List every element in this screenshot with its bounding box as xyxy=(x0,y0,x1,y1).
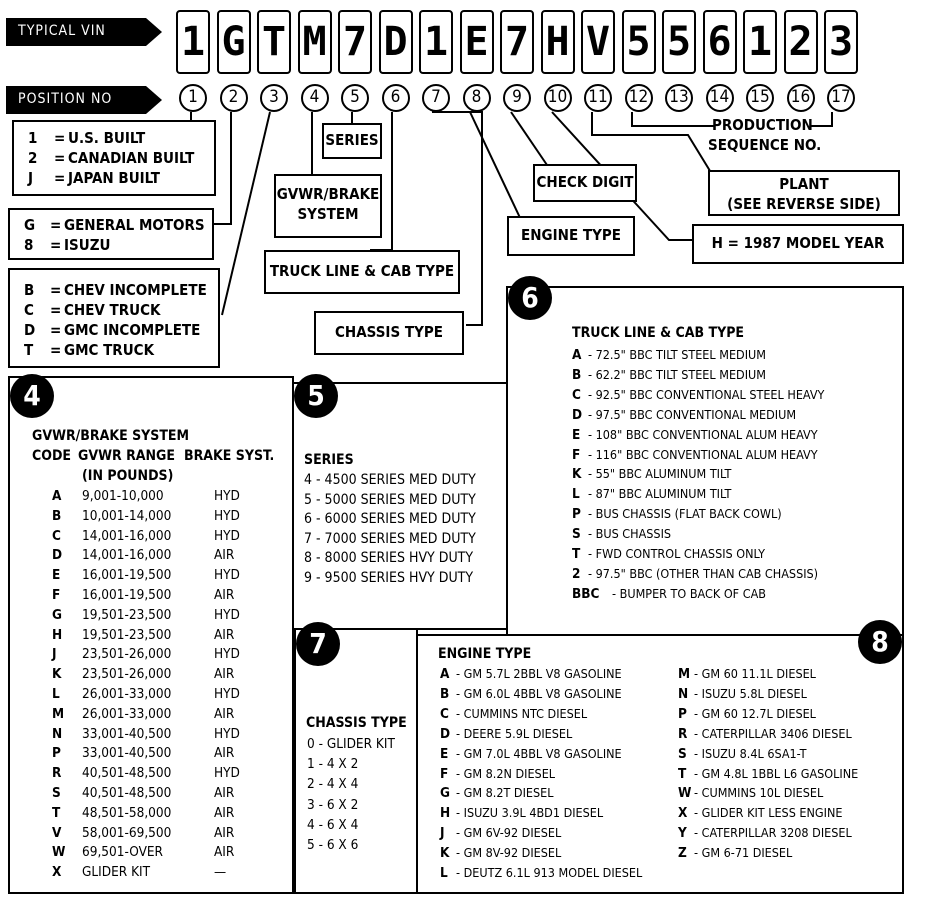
country-equals: = xyxy=(54,129,66,147)
engine-code: P xyxy=(678,705,687,722)
make-equals: = xyxy=(50,341,62,359)
vin-char-14: 6 xyxy=(703,10,737,74)
truck-line-text: - 62.2" BBC TILT STEEL MEDIUM xyxy=(588,366,766,382)
gvwr-col-range: GVWR RANGE xyxy=(78,448,175,464)
gvwr-brake: AIR xyxy=(214,844,235,861)
position-circle-7: 7 xyxy=(422,84,450,112)
engine-text: - GM 4.8L 1BBL L6 GASOLINE xyxy=(694,765,859,781)
gvwr-brake: AIR xyxy=(214,804,235,821)
gvwr-code: W xyxy=(52,844,66,861)
country-text: U.S. BUILT xyxy=(68,129,146,147)
gvwr-code: F xyxy=(52,587,61,603)
engine-code: T xyxy=(678,765,687,782)
gvwr-code: H xyxy=(52,626,63,643)
make-code: D xyxy=(24,321,36,339)
manufacturer-text: GENERAL MOTORS xyxy=(64,216,205,234)
gvwr-code: K xyxy=(52,666,62,683)
gvwr-brake: AIR xyxy=(214,626,235,643)
typical-vin-tag xyxy=(6,18,162,46)
truck-line-code: D xyxy=(572,406,583,423)
engine-code: K xyxy=(440,845,450,862)
gvwr-brake: — xyxy=(214,864,227,881)
engine-code: S xyxy=(678,745,687,762)
gvwr-code: D xyxy=(52,547,63,564)
country-row xyxy=(28,148,214,168)
make-row xyxy=(24,300,218,320)
vin-char-3: T xyxy=(257,10,291,74)
engine-text: - CUMMINS NTC DIESEL xyxy=(456,705,588,721)
gvwr-code: P xyxy=(52,745,61,762)
truck-line-code: 2 xyxy=(572,565,581,582)
series-panel-title: SERIES xyxy=(304,452,354,468)
truck-line-text: - FWD CONTROL CHASSIS ONLY xyxy=(588,546,765,561)
country-text: JAPAN BUILT xyxy=(68,169,160,187)
truck-line-code: C xyxy=(572,386,581,403)
truck-line-text: - 72.5" BBC TILT STEEL MEDIUM xyxy=(588,347,766,362)
gvwr-range: 23,501-26,000 xyxy=(82,666,172,683)
truck-line-code: A xyxy=(572,347,582,363)
gvwr-code: X xyxy=(52,864,62,881)
gvwr-brake: HYD xyxy=(214,507,240,524)
make-text: CHEV TRUCK xyxy=(64,301,161,319)
country-code: 2 xyxy=(28,149,38,167)
engine-text: - GM 8.2N DIESEL xyxy=(456,765,556,781)
position-circle-4: 4 xyxy=(301,84,329,112)
truck-line-text: - 108" BBC CONVENTIONAL ALUM HEAVY xyxy=(588,426,818,442)
production-label-line2: SEQUENCE NO. xyxy=(708,136,822,154)
engine-code: Y xyxy=(678,825,687,842)
engine-panel-title: ENGINE TYPE xyxy=(438,646,532,662)
chassis-row: 5 - 6 X 6 xyxy=(307,837,359,853)
make-code: C xyxy=(24,301,34,319)
vin-char-15: 1 xyxy=(743,10,777,74)
series-row: 5 - 5000 SERIES MED DUTY xyxy=(304,491,476,508)
plant-callout-line2: (SEE REVERSE SIDE) xyxy=(727,195,881,213)
gvwr-brake: HYD xyxy=(214,725,240,742)
engine-text: - DEUTZ 6.1L 913 MODEL DIESEL xyxy=(456,865,643,880)
gvwr-brake: AIR xyxy=(214,745,235,762)
position-circle-1: 1 xyxy=(179,84,207,112)
engine-code: D xyxy=(440,725,451,742)
engine-text: - GM 8.2T DIESEL xyxy=(456,785,554,801)
truck-line-panel-badge: 6 xyxy=(508,276,552,320)
engine-code: F xyxy=(440,765,449,782)
chassis-panel-title: CHASSIS TYPE xyxy=(306,715,407,731)
gvwr-brake: HYD xyxy=(214,527,240,544)
typical-vin-label: TYPICAL VIN xyxy=(18,23,106,39)
position-no-label: POSITION NO xyxy=(18,91,113,107)
engine-code: B xyxy=(440,685,450,702)
check-digit-callout xyxy=(533,164,637,202)
engine-code: N xyxy=(678,685,689,702)
gvwr-brake: AIR xyxy=(214,587,235,603)
gvwr-brake: AIR xyxy=(214,824,235,841)
position-circle-14: 14 xyxy=(706,84,734,112)
engine-text: - GM 60 12.7L DIESEL xyxy=(694,705,816,721)
gvwr-brake: HYD xyxy=(214,765,240,782)
model-year-callout xyxy=(692,224,904,264)
make-box xyxy=(8,268,220,368)
truck-line-code: L xyxy=(572,486,580,503)
vin-char-4: M xyxy=(298,10,332,74)
series-row: 6 - 6000 SERIES MED DUTY xyxy=(304,511,476,528)
truck-line-panel-title: TRUCK LINE & CAB TYPE xyxy=(572,325,745,341)
gvwr-brake: HYD xyxy=(214,606,240,623)
make-row xyxy=(24,280,218,300)
engine-text: - GM 7.0L 4BBL V8 GASOLINE xyxy=(456,745,622,761)
gvwr-range: GLIDER KIT xyxy=(82,864,151,881)
vin-char-8: E xyxy=(460,10,494,74)
chassis-row: 0 - GLIDER KIT xyxy=(307,736,395,752)
gvwr-range: 40,501-48,500 xyxy=(82,765,172,782)
truck-line-code: BBC xyxy=(572,585,600,602)
make-text: GMC INCOMPLETE xyxy=(64,321,201,339)
gvwr-col-range-sub: (IN POUNDS) xyxy=(82,468,174,484)
engine-type-callout-label: ENGINE TYPE xyxy=(521,226,621,244)
engine-text: - GM 6.0L 4BBL V8 GASOLINE xyxy=(456,685,622,701)
series-panel-badge: 5 xyxy=(294,374,338,418)
gvwr-callout xyxy=(274,174,382,238)
gvwr-code: A xyxy=(52,488,62,504)
gvwr-code: S xyxy=(52,785,61,801)
manufacturer-code: 8 xyxy=(24,236,34,254)
engine-text: - ISUZU 5.8L DIESEL xyxy=(694,685,807,701)
position-circle-12: 12 xyxy=(625,84,653,112)
gvwr-range: 33,001-40,500 xyxy=(82,745,172,762)
engine-text: - CUMMINS 10L DIESEL xyxy=(694,785,824,801)
gvwr-range: 16,001-19,500 xyxy=(82,587,172,603)
manufacturer-code: G xyxy=(24,216,36,234)
engine-code: L xyxy=(440,865,448,881)
position-circle-16: 16 xyxy=(787,84,815,112)
gvwr-range: 48,501-58,000 xyxy=(82,804,172,821)
truck-line-text: - BUMPER TO BACK OF CAB xyxy=(612,585,766,601)
country-row xyxy=(28,128,214,148)
gvwr-range: 9,001-10,000 xyxy=(82,488,164,504)
make-text: CHEV INCOMPLETE xyxy=(64,281,207,299)
engine-text: - GM 5.7L 2BBL V8 GASOLINE xyxy=(456,666,622,681)
gvwr-code: R xyxy=(52,765,62,782)
check-digit-callout-label: CHECK DIGIT xyxy=(536,173,634,191)
country-code: J xyxy=(28,169,34,187)
country-row xyxy=(28,168,214,188)
truck-line-text: - BUS CHASSIS (FLAT BACK COWL) xyxy=(588,506,782,522)
model-year-callout-label: H = 1987 MODEL YEAR xyxy=(711,234,885,252)
engine-code: C xyxy=(440,705,449,722)
position-no-tag xyxy=(6,86,162,114)
engine-text: - GM 60 11.1L DIESEL xyxy=(694,666,816,681)
production-label-line1: PRODUCTION xyxy=(712,116,813,134)
make-row xyxy=(24,340,218,360)
vin-char-1: 1 xyxy=(176,10,210,74)
series-row: 4 - 4500 SERIES MED DUTY xyxy=(304,472,476,488)
gvwr-range: 10,001-14,000 xyxy=(82,507,172,524)
gvwr-brake: HYD xyxy=(214,646,240,663)
position-circle-8: 8 xyxy=(463,84,491,112)
series-callout-label: SERIES xyxy=(325,131,379,149)
chassis-row: 4 - 6 X 4 xyxy=(307,816,359,833)
position-circle-9: 9 xyxy=(503,84,531,112)
chassis-row: 2 - 4 X 4 xyxy=(307,776,359,793)
engine-code: Z xyxy=(678,845,687,862)
position-circle-6: 6 xyxy=(382,84,410,112)
gvwr-range: 23,501-26,000 xyxy=(82,646,172,663)
gvwr-range: 19,501-23,500 xyxy=(82,626,172,643)
engine-code: A xyxy=(440,666,450,682)
plant-callout xyxy=(708,170,900,216)
gvwr-brake: HYD xyxy=(214,567,240,584)
vin-char-7: 1 xyxy=(419,10,453,74)
truck-line-text: - 87" BBC ALUMINUM TILT xyxy=(588,486,732,502)
engine-type-callout xyxy=(507,216,635,256)
country-equals: = xyxy=(54,169,66,187)
truck-line-callout xyxy=(264,250,460,294)
country-code: 1 xyxy=(28,129,38,147)
gvwr-code: V xyxy=(52,824,62,841)
gvwr-range: 14,001-16,000 xyxy=(82,547,172,564)
position-circle-2: 2 xyxy=(220,84,248,112)
chassis-panel-badge: 7 xyxy=(296,622,340,666)
country-text: CANADIAN BUILT xyxy=(68,149,195,167)
chassis-row: 1 - 4 X 2 xyxy=(307,756,359,773)
truck-line-code: S xyxy=(572,526,581,543)
gvwr-brake: AIR xyxy=(214,785,235,801)
gvwr-code: T xyxy=(52,804,61,821)
truck-line-code: F xyxy=(572,446,581,463)
gvwr-range: 16,001-19,500 xyxy=(82,567,172,584)
gvwr-brake: HYD xyxy=(214,686,240,702)
engine-text: - GM 8V-92 DIESEL xyxy=(456,845,562,861)
engine-text: - GLIDER KIT LESS ENGINE xyxy=(694,805,843,821)
engine-text: - CATERPILLAR 3406 DIESEL xyxy=(694,725,852,741)
vin-char-11: V xyxy=(581,10,615,74)
engine-code: R xyxy=(678,725,688,742)
series-row: 8 - 8000 SERIES HVY DUTY xyxy=(304,550,474,567)
engine-code: X xyxy=(678,805,688,822)
engine-text: - GM 6V-92 DIESEL xyxy=(456,825,562,841)
position-circle-13: 13 xyxy=(665,84,693,112)
position-circle-5: 5 xyxy=(341,84,369,112)
chassis-type-callout xyxy=(314,311,464,355)
plant-callout-line1: PLANT xyxy=(779,175,829,193)
truck-line-code: T xyxy=(572,546,581,562)
truck-line-code: E xyxy=(572,426,581,443)
gvwr-code: L xyxy=(52,686,60,702)
gvwr-brake: AIR xyxy=(214,666,235,683)
vin-char-12: 5 xyxy=(622,10,656,74)
country-equals: = xyxy=(54,149,66,167)
country-box xyxy=(12,120,216,196)
position-circle-15: 15 xyxy=(746,84,774,112)
vin-char-5: 7 xyxy=(338,10,372,74)
gvwr-code: N xyxy=(52,725,63,742)
gvwr-code: E xyxy=(52,567,61,584)
gvwr-col-code: CODE xyxy=(32,448,72,464)
gvwr-callout-line2: SYSTEM xyxy=(297,205,359,223)
gvwr-code: B xyxy=(52,507,62,524)
vin-char-13: 5 xyxy=(662,10,696,74)
manufacturer-equals: = xyxy=(50,236,62,254)
vin-char-17: 3 xyxy=(824,10,858,74)
engine-code: H xyxy=(440,805,451,822)
engine-code: M xyxy=(678,666,691,682)
gvwr-range: 40,501-48,500 xyxy=(82,785,172,801)
engine-code: J xyxy=(440,825,445,842)
position-circle-17: 17 xyxy=(827,84,855,112)
gvwr-code: G xyxy=(52,606,62,623)
make-equals: = xyxy=(50,301,62,319)
engine-code: W xyxy=(678,785,692,802)
gvwr-code: J xyxy=(52,646,57,663)
engine-text: - DEERE 5.9L DIESEL xyxy=(456,725,573,741)
engine-code: G xyxy=(440,785,450,802)
gvwr-range: 33,001-40,500 xyxy=(82,725,172,742)
manufacturer-row xyxy=(24,235,212,255)
engine-text: - GM 6-71 DIESEL xyxy=(694,845,793,861)
manufacturer-equals: = xyxy=(50,216,62,234)
gvwr-code: C xyxy=(52,527,61,544)
truck-line-text: - 92.5" BBC CONVENTIONAL STEEL HEAVY xyxy=(588,386,825,402)
engine-text: - ISUZU 3.9L 4BD1 DIESEL xyxy=(456,805,604,821)
gvwr-brake: AIR xyxy=(214,705,235,722)
gvwr-code: M xyxy=(52,705,65,722)
truck-line-text: - 97.5" BBC CONVENTIONAL MEDIUM xyxy=(588,406,797,422)
vin-char-6: D xyxy=(379,10,413,74)
gvwr-brake: AIR xyxy=(214,547,235,564)
engine-text: - CATERPILLAR 3208 DIESEL xyxy=(694,825,852,841)
gvwr-range: 26,001-33,000 xyxy=(82,686,172,702)
engine-code: E xyxy=(440,745,449,762)
make-row xyxy=(24,320,218,340)
make-code: T xyxy=(24,341,34,359)
gvwr-panel-badge: 4 xyxy=(10,374,54,418)
truck-line-text: - BUS CHASSIS xyxy=(588,526,672,542)
engine-text: - ISUZU 8.4L 6SA1-T xyxy=(694,745,807,761)
gvwr-brake: HYD xyxy=(214,488,240,504)
vin-char-9: 7 xyxy=(500,10,534,74)
make-text: GMC TRUCK xyxy=(64,341,155,359)
truck-line-code: K xyxy=(572,466,582,483)
gvwr-range: 69,501-OVER xyxy=(82,844,163,861)
truck-line-text: - 55" BBC ALUMINUM TILT xyxy=(588,466,732,482)
position-circle-3: 3 xyxy=(260,84,288,112)
vin-char-16: 2 xyxy=(784,10,818,74)
truck-line-code: B xyxy=(572,366,582,383)
chassis-row: 3 - 6 X 2 xyxy=(307,796,359,813)
position-circle-11: 11 xyxy=(584,84,612,112)
make-code: B xyxy=(24,281,35,299)
position-circle-10: 10 xyxy=(544,84,572,112)
truck-line-callout-label: TRUCK LINE & CAB TYPE xyxy=(269,262,455,280)
gvwr-range: 19,501-23,500 xyxy=(82,606,172,623)
manufacturer-row xyxy=(24,215,212,235)
vin-char-2: G xyxy=(217,10,251,74)
truck-line-text: - 116" BBC CONVENTIONAL ALUM HEAVY xyxy=(588,446,818,462)
gvwr-range: 26,001-33,000 xyxy=(82,705,172,722)
gvwr-col-brake: BRAKE SYST. xyxy=(184,448,275,464)
make-equals: = xyxy=(50,281,62,299)
series-callout xyxy=(322,123,382,159)
gvwr-panel-title: GVWR/BRAKE SYSTEM xyxy=(32,428,190,444)
engine-panel-badge: 8 xyxy=(858,620,902,664)
truck-line-text: - 97.5" BBC (OTHER THAN CAB CHASSIS) xyxy=(588,565,819,581)
gvwr-range: 58,001-69,500 xyxy=(82,824,172,841)
manufacturer-box xyxy=(8,208,214,260)
vin-char-10: H xyxy=(541,10,575,74)
make-equals: = xyxy=(50,321,62,339)
chassis-type-callout-label: CHASSIS TYPE xyxy=(335,323,443,341)
gvwr-range: 14,001-16,000 xyxy=(82,527,172,544)
series-row: 7 - 7000 SERIES MED DUTY xyxy=(304,530,476,547)
series-row: 9 - 9500 SERIES HVY DUTY xyxy=(304,570,474,586)
manufacturer-text: ISUZU xyxy=(64,236,111,254)
gvwr-callout-line1: GVWR/BRAKE xyxy=(276,185,380,203)
truck-line-code: P xyxy=(572,506,581,523)
